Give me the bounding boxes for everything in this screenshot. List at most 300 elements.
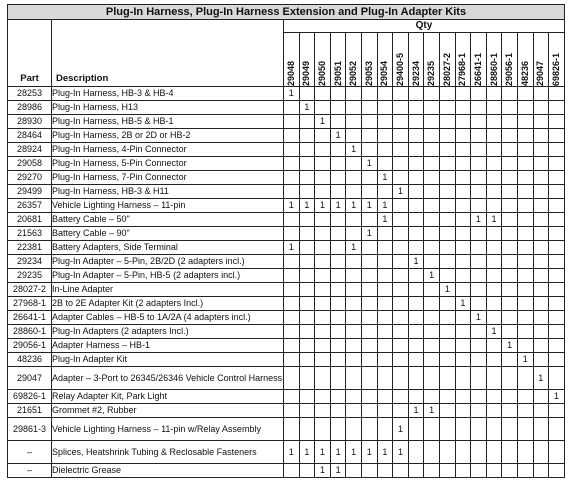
qty-cell <box>393 269 409 283</box>
qty-cell <box>486 171 502 185</box>
qty-cell <box>549 418 565 441</box>
table-row <box>8 199 565 213</box>
qty-cell <box>284 367 300 390</box>
qty-cell <box>455 311 471 325</box>
table-row <box>8 441 565 464</box>
kit-number: 29052 <box>348 60 359 86</box>
part-description: Plug-In Harness, HB-3 & H11 <box>52 186 169 196</box>
part-description: Vehicle Lighting Harness – 11-pin <box>52 200 186 210</box>
qty-cell <box>502 418 518 441</box>
qty-cell <box>439 418 455 441</box>
qty-cell <box>315 404 331 418</box>
kit-column-header <box>517 33 533 87</box>
qty-cell <box>346 311 362 325</box>
qty-cell <box>377 241 393 255</box>
qty-cell <box>284 143 300 157</box>
kit-column-header <box>284 33 300 87</box>
qty-cell <box>315 101 331 115</box>
qty-cell <box>330 353 346 367</box>
qty-cell <box>330 185 346 199</box>
qty-cell <box>424 157 440 171</box>
qty-cell <box>424 441 440 464</box>
qty-cell <box>408 199 424 213</box>
qty-cell <box>455 441 471 464</box>
qty-cell <box>455 101 471 115</box>
qty-value: 1 <box>315 115 331 129</box>
qty-cell <box>502 464 518 478</box>
qty-cell <box>393 171 409 185</box>
part-number: 29058 <box>8 157 52 171</box>
kit-number: 29056-1 <box>504 52 515 86</box>
part-number: 22381 <box>8 241 52 255</box>
qty-cell <box>486 227 502 241</box>
qty-cell <box>361 283 377 297</box>
part-description: In-Line Adapter <box>52 284 114 294</box>
qty-cell <box>361 325 377 339</box>
qty-cell <box>486 143 502 157</box>
qty-cell <box>486 199 502 213</box>
qty-cell <box>377 227 393 241</box>
qty-cell <box>315 157 331 171</box>
qty-cell <box>486 241 502 255</box>
qty-cell <box>346 157 362 171</box>
qty-cell <box>315 269 331 283</box>
qty-cell <box>408 171 424 185</box>
qty-cell <box>284 311 300 325</box>
part-description-cell <box>52 255 284 269</box>
table-row <box>8 390 565 404</box>
qty-cell <box>393 367 409 390</box>
part-description: Battery Cable – 50" <box>52 214 130 224</box>
kit-number: 29050 <box>316 60 327 86</box>
qty-cell <box>299 129 315 143</box>
qty-cell <box>486 390 502 404</box>
qty-cell <box>517 171 533 185</box>
qty-cell <box>486 339 502 353</box>
qty-cell <box>439 269 455 283</box>
qty-cell <box>439 213 455 227</box>
qty-cell <box>408 129 424 143</box>
qty-cell <box>486 297 502 311</box>
qty-cell <box>424 87 440 101</box>
qty-cell <box>549 283 565 297</box>
qty-cell <box>455 325 471 339</box>
kit-number: 69826-1 <box>551 52 562 86</box>
qty-cell <box>408 353 424 367</box>
qty-header: Qty <box>284 20 565 33</box>
part-number: 69826-1 <box>8 390 52 404</box>
part-description: Plug-In Adapter Kit <box>52 354 128 364</box>
qty-cell <box>471 129 487 143</box>
qty-cell <box>517 464 533 478</box>
qty-cell <box>517 115 533 129</box>
qty-cell <box>408 241 424 255</box>
qty-cell <box>549 325 565 339</box>
qty-cell <box>284 297 300 311</box>
kit-column-header <box>455 33 471 87</box>
qty-cell <box>284 325 300 339</box>
part-description-cell <box>52 101 284 115</box>
qty-cell <box>455 404 471 418</box>
qty-cell <box>471 390 487 404</box>
qty-cell <box>408 213 424 227</box>
qty-cell <box>517 101 533 115</box>
qty-cell <box>315 283 331 297</box>
qty-cell <box>346 325 362 339</box>
table-row <box>8 367 565 390</box>
qty-cell <box>299 115 315 129</box>
qty-cell <box>424 311 440 325</box>
part-description-cell <box>52 87 284 101</box>
table-row <box>8 101 565 115</box>
qty-cell <box>330 269 346 283</box>
qty-cell <box>377 418 393 441</box>
qty-cell <box>455 227 471 241</box>
qty-cell <box>502 297 518 311</box>
qty-value: 1 <box>377 441 393 464</box>
qty-cell <box>517 311 533 325</box>
qty-cell <box>377 157 393 171</box>
part-description: Plug-In Harness, 4-Pin Connector <box>52 144 187 154</box>
qty-cell <box>346 464 362 478</box>
qty-cell <box>408 269 424 283</box>
qty-cell <box>330 255 346 269</box>
qty-cell <box>393 464 409 478</box>
qty-value: 1 <box>346 143 362 157</box>
qty-cell <box>408 418 424 441</box>
qty-cell <box>377 115 393 129</box>
qty-cell <box>549 404 565 418</box>
qty-cell <box>517 367 533 390</box>
qty-cell <box>408 227 424 241</box>
kit-column-header <box>377 33 393 87</box>
qty-cell <box>533 418 549 441</box>
kit-number: 29400-5 <box>394 52 405 86</box>
qty-cell <box>377 101 393 115</box>
qty-cell <box>315 87 331 101</box>
qty-cell <box>377 129 393 143</box>
part-description-cell <box>52 171 284 185</box>
qty-cell <box>330 418 346 441</box>
qty-value: 1 <box>471 213 487 227</box>
qty-cell <box>361 241 377 255</box>
qty-cell <box>315 241 331 255</box>
part-description: Plug-In Harness, HB-3 & HB-4 <box>52 88 174 98</box>
qty-cell <box>424 185 440 199</box>
qty-cell <box>549 353 565 367</box>
qty-cell <box>455 269 471 283</box>
qty-cell <box>393 311 409 325</box>
qty-cell <box>361 185 377 199</box>
table-row <box>8 464 565 478</box>
qty-cell <box>346 339 362 353</box>
qty-cell <box>455 171 471 185</box>
part-number: 48236 <box>8 353 52 367</box>
qty-cell <box>533 157 549 171</box>
qty-cell <box>471 157 487 171</box>
qty-cell <box>549 339 565 353</box>
table-row <box>8 129 565 143</box>
qty-value: 1 <box>315 199 331 213</box>
part-number: 28860-1 <box>8 325 52 339</box>
part-number: 26641-1 <box>8 311 52 325</box>
qty-cell <box>424 353 440 367</box>
qty-cell <box>502 404 518 418</box>
qty-cell <box>393 87 409 101</box>
part-number: 29861-3 <box>8 418 52 441</box>
part-description: Battery Cable – 90" <box>52 228 130 238</box>
qty-cell <box>284 115 300 129</box>
qty-cell <box>517 185 533 199</box>
part-description-cell <box>52 367 284 390</box>
qty-cell <box>439 87 455 101</box>
qty-cell <box>549 87 565 101</box>
part-description: Plug-In Adapter – 5-Pin, 2B/2D (2 adapters incl.) <box>52 256 245 266</box>
qty-cell <box>533 101 549 115</box>
qty-cell <box>393 157 409 171</box>
qty-cell <box>455 199 471 213</box>
qty-value: 1 <box>346 241 362 255</box>
part-number: – <box>8 464 52 478</box>
part-number: 26357 <box>8 199 52 213</box>
qty-cell <box>315 390 331 404</box>
part-description-cell <box>52 241 284 255</box>
qty-cell <box>299 390 315 404</box>
qty-cell <box>315 311 331 325</box>
qty-cell <box>424 325 440 339</box>
qty-cell <box>424 241 440 255</box>
qty-cell <box>439 143 455 157</box>
qty-cell <box>517 143 533 157</box>
qty-cell <box>408 464 424 478</box>
part-description: Grommet #2, Rubber <box>52 405 137 415</box>
kits-table <box>7 4 565 478</box>
part-description: Dielectric Grease <box>52 465 122 475</box>
qty-cell <box>517 339 533 353</box>
qty-cell <box>517 227 533 241</box>
qty-cell <box>377 269 393 283</box>
qty-cell <box>377 464 393 478</box>
qty-cell <box>361 115 377 129</box>
qty-cell <box>549 241 565 255</box>
part-description-cell <box>52 115 284 129</box>
qty-cell <box>502 115 518 129</box>
qty-cell <box>408 157 424 171</box>
qty-cell <box>549 129 565 143</box>
qty-value: 1 <box>377 213 393 227</box>
qty-cell <box>408 367 424 390</box>
table-row <box>8 227 565 241</box>
qty-cell <box>471 418 487 441</box>
qty-cell <box>549 227 565 241</box>
kit-number: 29048 <box>285 60 296 86</box>
part-description: Vehicle Lighting Harness – 11-pin w/Relay Assembly <box>52 424 261 434</box>
qty-cell <box>486 101 502 115</box>
qty-cell <box>377 390 393 404</box>
qty-cell <box>455 464 471 478</box>
qty-cell <box>361 87 377 101</box>
qty-cell <box>533 185 549 199</box>
qty-cell <box>330 115 346 129</box>
qty-value: 1 <box>424 404 440 418</box>
qty-cell <box>408 441 424 464</box>
qty-cell <box>377 87 393 101</box>
qty-cell <box>455 339 471 353</box>
qty-cell <box>299 353 315 367</box>
qty-cell <box>502 87 518 101</box>
qty-cell <box>424 283 440 297</box>
qty-cell <box>393 115 409 129</box>
qty-value: 1 <box>361 441 377 464</box>
qty-cell <box>533 241 549 255</box>
part-number: 21651 <box>8 404 52 418</box>
qty-value: 1 <box>393 185 409 199</box>
kit-number: 29047 <box>535 60 546 86</box>
qty-value: 1 <box>517 353 533 367</box>
qty-cell <box>502 185 518 199</box>
qty-value: 1 <box>471 311 487 325</box>
qty-cell <box>393 143 409 157</box>
qty-cell <box>330 213 346 227</box>
qty-cell <box>330 171 346 185</box>
qty-cell <box>315 143 331 157</box>
qty-value: 1 <box>284 87 300 101</box>
qty-cell <box>330 404 346 418</box>
part-description: Plug-In Harness, H13 <box>52 102 139 112</box>
kit-column-header <box>533 33 549 87</box>
part-description-cell <box>52 390 284 404</box>
part-description-cell <box>52 129 284 143</box>
part-number: 29056-1 <box>8 339 52 353</box>
qty-cell <box>455 185 471 199</box>
qty-cell <box>549 101 565 115</box>
qty-cell <box>299 283 315 297</box>
qty-cell <box>533 199 549 213</box>
qty-value: 1 <box>315 464 331 478</box>
qty-cell <box>471 227 487 241</box>
qty-cell <box>455 255 471 269</box>
qty-cell <box>424 171 440 185</box>
qty-cell <box>533 269 549 283</box>
part-number: – <box>8 441 52 464</box>
part-description: Plug-In Harness, 2B or 2D or HB-2 <box>52 130 191 140</box>
qty-value: 1 <box>299 199 315 213</box>
qty-cell <box>517 129 533 143</box>
qty-cell <box>533 404 549 418</box>
qty-value: 1 <box>393 441 409 464</box>
part-number: 27968-1 <box>8 297 52 311</box>
qty-cell <box>315 185 331 199</box>
qty-cell <box>502 157 518 171</box>
qty-value: 1 <box>486 213 502 227</box>
qty-cell <box>549 157 565 171</box>
qty-cell <box>361 464 377 478</box>
qty-cell <box>533 87 549 101</box>
qty-cell <box>455 241 471 255</box>
kit-number: 29049 <box>301 60 312 86</box>
qty-value: 1 <box>315 441 331 464</box>
qty-cell <box>346 87 362 101</box>
qty-cell <box>393 283 409 297</box>
qty-cell <box>299 367 315 390</box>
qty-cell <box>330 87 346 101</box>
qty-cell <box>315 297 331 311</box>
qty-value: 1 <box>346 441 362 464</box>
qty-cell <box>549 269 565 283</box>
qty-cell <box>284 101 300 115</box>
qty-cell <box>315 255 331 269</box>
qty-cell <box>299 241 315 255</box>
qty-cell <box>471 441 487 464</box>
qty-cell <box>502 283 518 297</box>
qty-cell <box>486 115 502 129</box>
qty-cell <box>424 213 440 227</box>
qty-cell <box>533 255 549 269</box>
qty-cell <box>502 269 518 283</box>
qty-cell <box>517 269 533 283</box>
qty-value: 1 <box>424 269 440 283</box>
qty-cell <box>315 339 331 353</box>
qty-cell <box>533 283 549 297</box>
table-body <box>8 87 565 478</box>
kit-column-header <box>502 33 518 87</box>
qty-value: 1 <box>330 199 346 213</box>
qty-cell <box>486 404 502 418</box>
qty-cell <box>549 171 565 185</box>
kit-number: 28027-2 <box>441 52 452 86</box>
qty-cell <box>299 143 315 157</box>
qty-value: 1 <box>361 199 377 213</box>
qty-cell <box>533 464 549 478</box>
qty-cell <box>517 283 533 297</box>
qty-cell <box>315 418 331 441</box>
qty-cell <box>361 129 377 143</box>
kit-column-header <box>439 33 455 87</box>
table-row <box>8 325 565 339</box>
qty-cell <box>549 297 565 311</box>
qty-cell <box>455 213 471 227</box>
qty-cell <box>424 199 440 213</box>
qty-cell <box>439 185 455 199</box>
qty-cell <box>486 255 502 269</box>
qty-cell <box>330 157 346 171</box>
kit-number: 29234 <box>410 60 421 86</box>
part-number: 28930 <box>8 115 52 129</box>
kit-column-header <box>361 33 377 87</box>
part-number: 28986 <box>8 101 52 115</box>
qty-cell <box>408 87 424 101</box>
kit-column-header <box>393 33 409 87</box>
qty-cell <box>471 171 487 185</box>
part-description-cell <box>52 185 284 199</box>
qty-cell <box>377 297 393 311</box>
qty-cell <box>549 185 565 199</box>
qty-cell <box>330 367 346 390</box>
qty-cell <box>549 367 565 390</box>
part-description: 2B to 2E Adapter Kit (2 adapters Incl.) <box>52 298 204 308</box>
qty-cell <box>439 325 455 339</box>
qty-cell <box>439 390 455 404</box>
kit-column-header <box>486 33 502 87</box>
qty-value: 1 <box>284 199 300 213</box>
qty-cell <box>517 390 533 404</box>
part-description-cell <box>52 404 284 418</box>
qty-cell <box>408 101 424 115</box>
qty-cell <box>439 297 455 311</box>
qty-value: 1 <box>299 101 315 115</box>
qty-cell <box>439 157 455 171</box>
qty-cell <box>393 297 409 311</box>
